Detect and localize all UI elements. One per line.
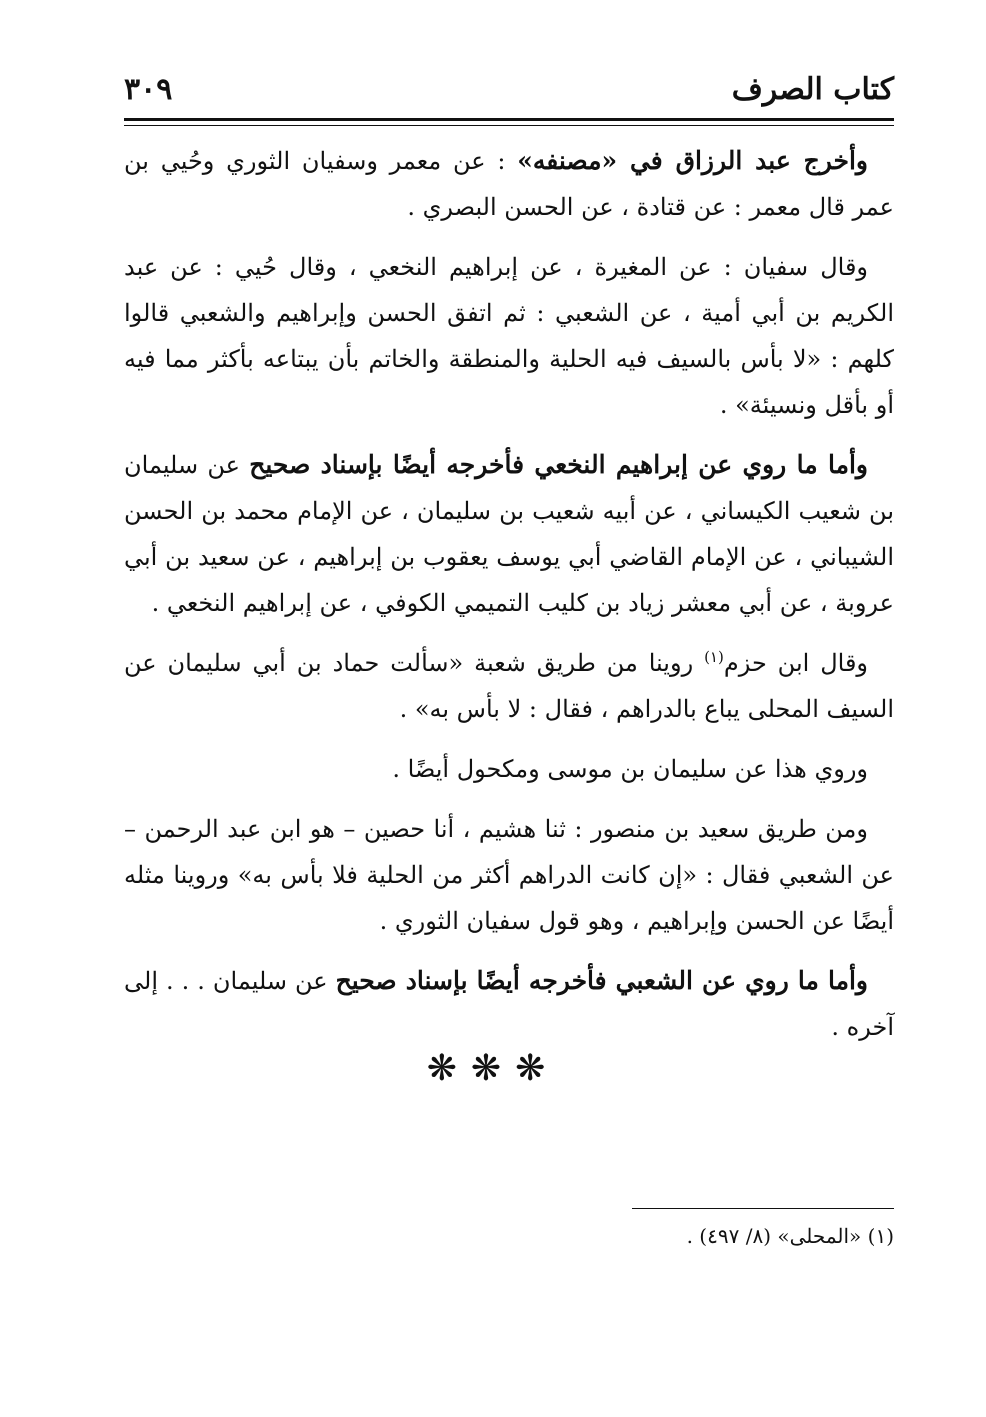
paragraph (124, 958, 894, 1050)
footnote-rule (632, 1208, 894, 1209)
paragraph (124, 806, 894, 944)
paragraph-text: روينا من طريق شعبة «سألت حماد بن أبي سليمان عن السيف المحلى يباع بالدراهم ، فقال : لا بأس به» . (124, 649, 894, 723)
header-rule-thick (124, 118, 894, 121)
paragraph (124, 640, 894, 732)
paragraph-text: عن سليمان بن شعيب الكيساني ، عن أبيه شعيب بن سليمان ، عن الإمام محمد بن الحسن الشيباني ، عن الإمام القاضي أبي يوسف يعقوب بن إبراهيم ، عن سعيد بن أبي عروبة ، عن أبي معشر زياد بن كليب التميمي الكوفي ، عن إبراهيم النخعي . (124, 451, 894, 617)
paragraph-text: وروي هذا عن سليمان بن موسى ومكحول أيضًا . (392, 755, 868, 783)
paragraph (124, 138, 894, 230)
header-rule-thin (124, 125, 894, 126)
bold-lead: وأما ما روي عن إبراهيم النخعي فأخرجه أيضًا بإسناد صحيح (249, 450, 868, 479)
paragraph-text: وقال ابن حزم (723, 649, 869, 677)
paragraph (124, 442, 894, 626)
footnote-marker[interactable]: (١) (704, 648, 724, 666)
running-title: كتاب الصرف (731, 72, 894, 107)
bold-lead: وأما ما روي عن الشعبي فأخرجه أيضًا بإسناد صحيح (335, 966, 868, 995)
bold-lead: وأخرج عبد الرزاق في «مصنفه» (517, 146, 869, 175)
paragraph-text: وقال سفيان : عن المغيرة ، عن إبراهيم النخعي ، وقال حُيي : عن عبد الكريم بن أبي أمية ، عن الشعبي : ثم اتفق الحسن وإبراهيم والشعبي قالوا كلهم : «لا بأس بالسيف فيه الحلية والمنطقة والخاتم بأن يبتاعه بأكثر مما فيه أو بأقل ونسيئة» . (124, 253, 894, 419)
main-text (124, 138, 894, 1064)
paragraph-text: : عن معمر وسفيان الثوري وحُيي بن عمر قال معمر : عن قتادة ، عن الحسن البصري . (124, 147, 894, 221)
paragraph (124, 746, 894, 792)
paragraph (124, 244, 894, 428)
page-number: ٣٠٩ (124, 72, 173, 107)
page-header (124, 62, 894, 122)
paragraph-text: ومن طريق سعيد بن منصور : ثنا هشيم ، أنا حصين – هو ابن عبد الرحمن – عن الشعبي فقال : «إن كانت الدراهم أكثر من الحلية فلا بأس به» وروينا مثله أيضًا عن الحسن وإبراهيم ، وهو قول سفيان الثوري . (124, 815, 894, 935)
paragraph-text: عن سليمان . . . إلى آخره . (124, 967, 894, 1041)
section-ornament: ❋❋❋ (426, 1048, 560, 1089)
footnote: (١) «المحلى» (٨/ ٤٩٧) . (686, 1224, 894, 1248)
